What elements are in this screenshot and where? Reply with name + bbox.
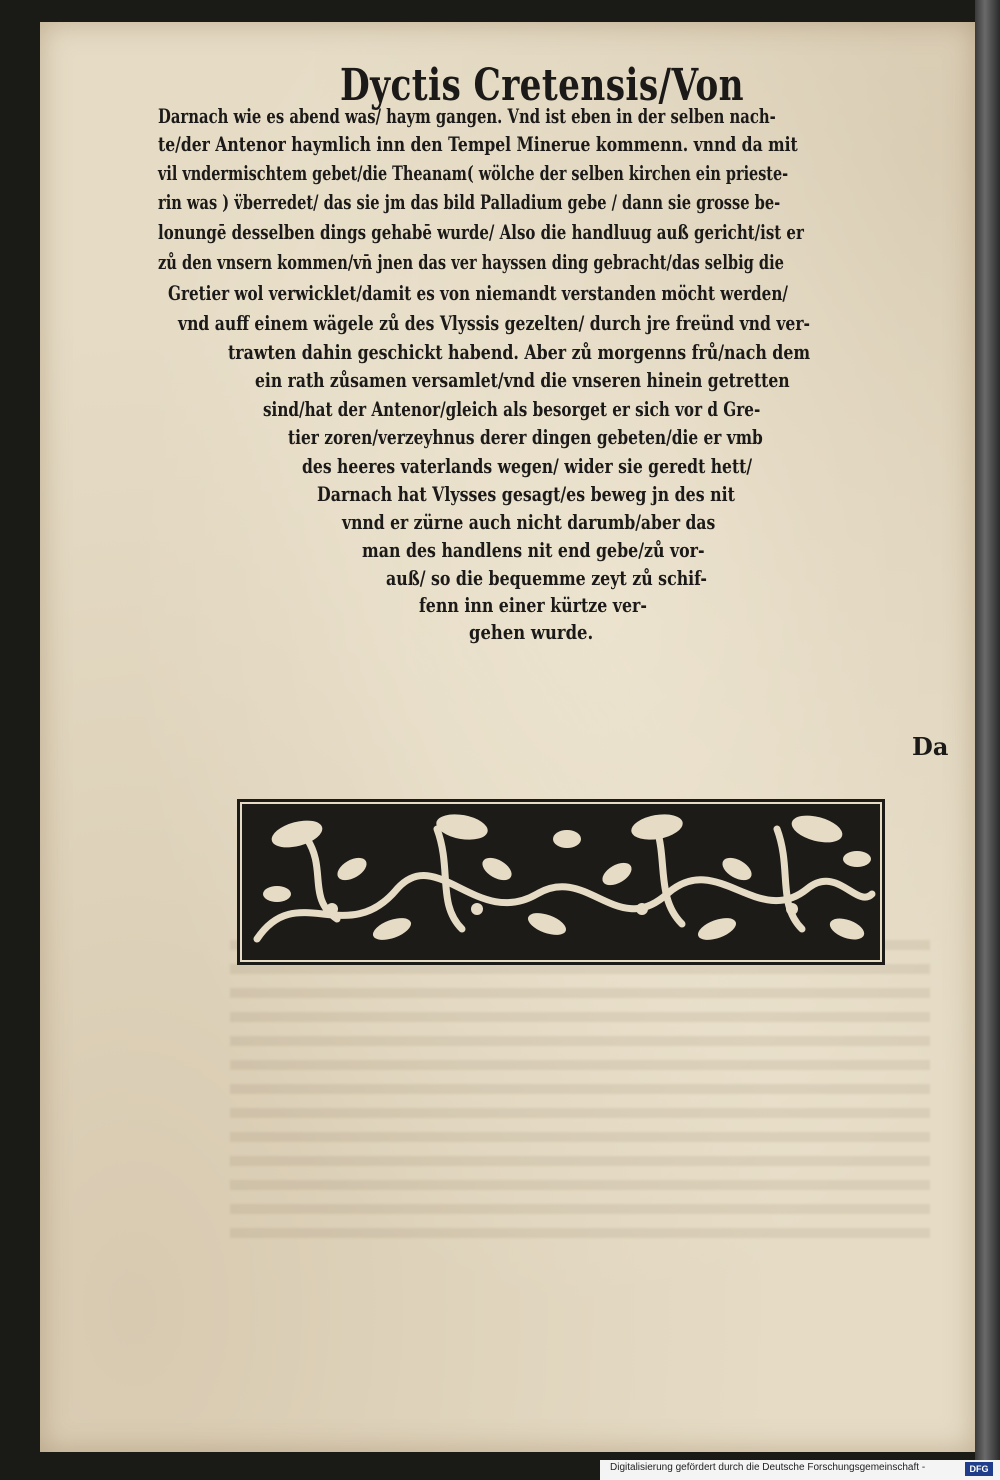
text-line: te/der Antenor haymlich inn den Tempel Minerue kommenn. vnnd da mit	[158, 132, 798, 156]
text-line: man des handlens nit end gebe/zů vor-	[362, 538, 705, 562]
text-line: vnd auff einem wägele zů des Vlyssis gezelten/ durch jre freünd vnd ver-	[178, 311, 811, 335]
text-line: auß/ so die bequemme zeyt zů schif-	[386, 566, 707, 590]
text-line: tier zoren/verzeyhnus derer dingen gebeten/die er vmb	[288, 425, 763, 449]
book-edge	[975, 0, 1000, 1480]
text-line: gehen wurde.	[469, 620, 594, 644]
text-line: ein rath zůsamen versamlet/vnd die vnseren hinein getretten	[255, 368, 790, 392]
digitization-credit: Digitalisierung gefördert durch die Deutsche Forschungsgemeinschaft -	[610, 1462, 926, 1473]
text-line: fenn inn einer kürtze ver-	[419, 593, 647, 617]
catchword: Da	[912, 732, 949, 761]
text-line: vnnd er zürne auch nicht darumb/aber das	[342, 510, 716, 534]
text-line: sind/hat der Antenor/gleich als besorget er sich vor d Gre-	[263, 397, 761, 421]
bleed-through-text	[230, 940, 930, 1240]
text-line: trawten dahin geschickt habend. Aber zů morgenns frů/nach dem	[228, 340, 811, 364]
text-line: Gretier wol verwicklet/damit es von niemandt verstanden möcht werden/	[168, 281, 788, 305]
text-line: Darnach wie es abend was/ haym gangen. Vnd ist eben in der selben nach-	[158, 104, 776, 128]
text-line: Darnach hat Vlysses gesagt/es beweg jn des nit	[317, 482, 735, 506]
dfg-logo: DFG	[965, 1462, 993, 1476]
page-heading: Dyctis Cretensis/Von	[340, 60, 744, 111]
text-line: lonungē desselben dings gehabē wurde/ Also die handluug auß gericht/ist er	[158, 220, 804, 244]
text-line: vil vndermischtem gebet/die Theanam( wölche der selben kirchen ein prieste-	[158, 161, 789, 185]
text-line: des heeres vaterlands wegen/ wider sie geredt hett/	[302, 454, 753, 478]
woodcut-ornament	[237, 799, 885, 965]
text-line: zů den vnsern kommen/vn̄ jnen das ver hayssen ding gebracht/das selbig die	[158, 250, 784, 274]
text-line: rin was ) v̈berredet/ das sie jm das bild Palladium gebe / dann sie grosse be-	[158, 190, 781, 214]
